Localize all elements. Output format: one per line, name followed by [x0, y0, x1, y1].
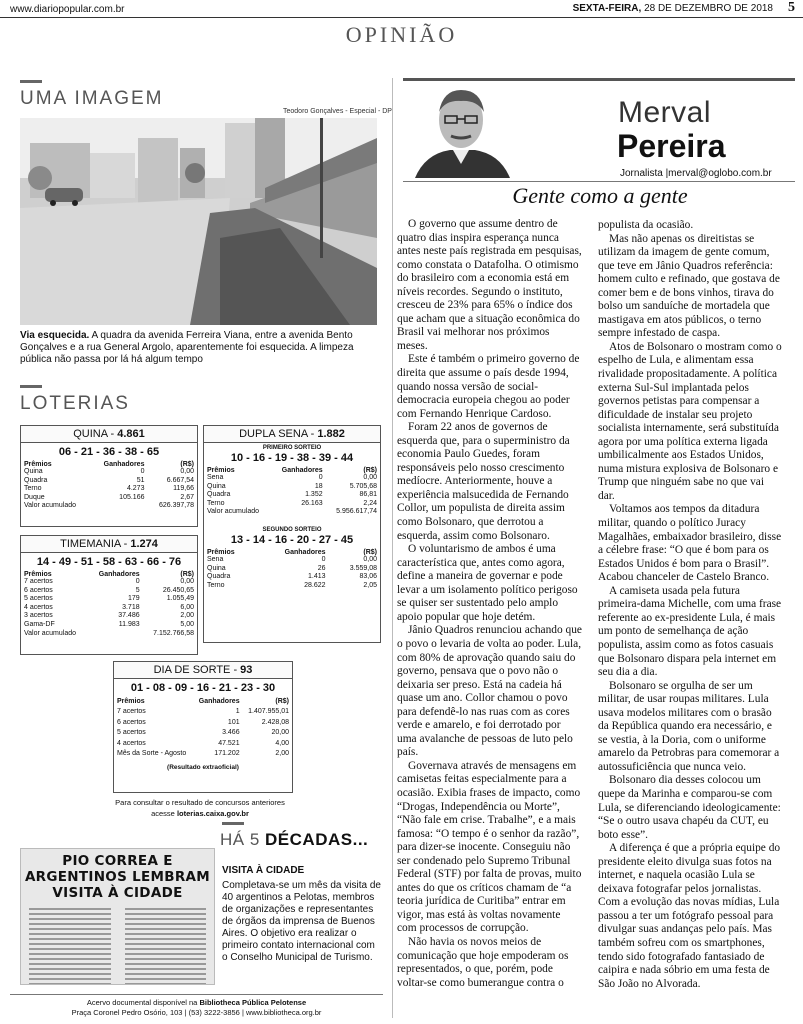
table-cell: 3.559,08 [349, 564, 377, 572]
table-cell: Terno [24, 485, 42, 493]
street-photo [20, 118, 377, 325]
table-cell: 7 acertos [24, 578, 53, 585]
table-row [204, 556, 380, 565]
table-cell: 51 [136, 476, 145, 484]
first-draw-label: PRIMEIRO SORTEIO [262, 445, 322, 451]
first-draw-numbers: 10 - 16 - 19 - 38 - 39 - 44 [230, 452, 354, 464]
clipping-columns [21, 901, 214, 985]
site-url[interactable]: www.diariopopular.com.br [10, 4, 125, 15]
col-header: Prêmios [24, 571, 52, 578]
table-cell: Quadra [207, 491, 231, 499]
clipping-headline: PIO CORREA E ARGENTINOS LEMBRAM VISITA À CIDADE [24, 853, 211, 901]
table-cell: Quina [207, 482, 226, 490]
consult-link[interactable]: loterias.caixa.gov.br [176, 809, 249, 818]
table-cell: 7.152.766,58 [153, 629, 194, 637]
kicker-bar [20, 385, 42, 388]
dupla-sena-header [204, 426, 380, 443]
dia-de-sorte-header [114, 662, 292, 679]
table-cell: 4 acertos [117, 739, 146, 747]
table-row [204, 508, 380, 517]
second-draw-table [204, 549, 380, 590]
table-row [114, 739, 292, 750]
article-paragraph: populista da ocasião. [598, 219, 694, 231]
image-kicker: UMA IMAGEM [20, 88, 164, 109]
kicker-bar [222, 822, 244, 825]
table-cell: 2,24 [363, 499, 377, 507]
table-row [21, 612, 197, 621]
archive-prefix: Acervo documental disponível na [86, 998, 200, 1007]
table-row [21, 502, 197, 511]
article-paragraph: Não havia os novos meios de comunicação que hoje empoderam os representados, o que, porém, pode voltar-se como bumerangue contra o [397, 935, 569, 989]
contest-number: 4.861 [117, 428, 145, 440]
col-header: Ganhadores [284, 548, 326, 556]
table-cell: 6,00 [180, 603, 194, 611]
table-cell: 5 [135, 586, 140, 594]
contest-number: 93 [240, 664, 253, 676]
kicker-light: HÁ 5 [220, 830, 266, 849]
table-cell: 2.428,08 [261, 718, 289, 726]
archive-line2: Praça Coronel Pedro Osório, 103 | (53) 3222-3856 | www.bibliotheca.org.br [71, 1008, 322, 1017]
table-cell: 6 acertos [117, 718, 146, 726]
table-cell: 6 acertos [24, 586, 53, 594]
article-paragraph: Este é também o primeiro governo de direita que assume o país desde 1994, quando nossa versão de social-democracia europeia chegou ao poder com Fernando Henrique Cardoso. [397, 353, 580, 420]
table-cell: 0,00 [180, 468, 194, 475]
newspaper-clipping [20, 848, 215, 985]
table-cell: 4,00 [275, 739, 289, 747]
table-cell: 5 acertos [24, 595, 53, 603]
table-cell [88, 630, 142, 639]
table-cell: 4 acertos [24, 603, 53, 611]
table-cell: Duque [24, 493, 45, 501]
table-cell: Sena [207, 555, 224, 563]
article-column-1 [397, 218, 582, 990]
table-cell: 26 [317, 564, 326, 572]
timemania-numbers: 14 - 49 - 51 - 58 - 63 - 66 - 76 [36, 556, 182, 568]
table-row [204, 474, 380, 483]
table-row [204, 565, 380, 574]
table-header-row [204, 467, 380, 474]
table-row [21, 621, 197, 630]
section-title: OPINIÃO [345, 22, 458, 47]
table-cell: 0,00 [363, 555, 377, 563]
table-cell: 1.352 [305, 491, 323, 499]
table-cell: 26.450,65 [162, 586, 194, 594]
consult-text: Para consultar o resultado de concursos anteriores [115, 798, 285, 807]
header-date [573, 3, 773, 14]
table-cell: 20,00 [271, 729, 289, 736]
decades-text: Completava-se um mês da visita de 40 argentinos a Pelotas, membros de organizações e representantes de órgãos da imprensa de Buenos Aires. O objetivo era realizar o primeiro contato internacional com o Conselho Municipal de Turismo. [222, 880, 381, 963]
table-cell: 5,00 [180, 620, 194, 628]
table-cell: 0,00 [363, 474, 377, 481]
table-cell: Terno [207, 581, 225, 589]
first-draw-table [204, 467, 380, 517]
article-paragraph: Foram 22 anos de governos de esquerda que, para o superministro da economia Paulo Guedes, foram responsáveis pelo nosso crescimento medíocre. Anteriormente, houve a experiência malsucedida de Fernando Collor, um populista de direita assim como Bolsonaro, que derrotou a esquerda, assim como Bolsonaro. [397, 421, 570, 542]
lotteries-kicker: LOTERIAS [20, 393, 130, 414]
quina-header [21, 426, 197, 443]
table-cell: 179 [127, 595, 140, 603]
columnist-first-name: Merval [618, 96, 712, 129]
col-header: Ganhadores [281, 467, 323, 474]
table-row [21, 477, 197, 486]
unofficial-note: (Resultado extraoficial) [167, 763, 239, 771]
decades-kicker [220, 830, 368, 850]
table-cell: 3.466 [222, 729, 240, 736]
table-cell: 5.705,68 [349, 482, 377, 490]
table-row [21, 604, 197, 613]
table-cell [91, 502, 148, 511]
table-cell: 0 [140, 468, 145, 475]
table-row [21, 630, 197, 639]
table-cell: Mês da Sorte - Agosto [117, 750, 187, 757]
col-header: (R$) [363, 548, 377, 556]
article-paragraph: Bolsonaro se orgulha de ser um militar, de usar roupas militares. Lula usava modelos militares com o brasão da República quando era necessário, e se vestia, à la Doria, com o uniforme amarelo da Petrobras para comemorar a autossuficiência que nunca veio. [598, 679, 780, 773]
dia-de-sorte-table [114, 697, 292, 760]
dia-de-sorte-numbers: 01 - 08 - 09 - 16 - 21 - 23 - 30 [130, 682, 276, 694]
table-cell: Valor acumulado [24, 629, 77, 637]
table-row [204, 573, 380, 582]
archive-footer [10, 994, 383, 1020]
col-header: Ganhadores [198, 698, 240, 705]
table-cell [271, 508, 325, 517]
columnist-contact[interactable]: Jornalista |merval@oglobo.com.br [620, 168, 772, 179]
consult-link-line [20, 808, 380, 819]
table-cell: 5.956.617,74 [336, 508, 377, 516]
table-cell: 105.166 [119, 493, 145, 501]
table-cell: 18 [314, 482, 323, 490]
table-cell: Quina [24, 468, 43, 475]
header-rule [0, 17, 803, 18]
table-row [21, 468, 197, 477]
article-title: Gente como a gente [512, 183, 688, 208]
lottery-name: QUINA - [73, 428, 118, 440]
second-draw-label: SEGUNDO SORTEIO [262, 526, 322, 533]
table-cell: Gama-DF [24, 620, 55, 628]
archive-line1 [10, 998, 383, 1008]
column-divider [392, 78, 393, 1018]
table-cell: 26.163 [301, 499, 323, 507]
table-header-row [21, 571, 197, 578]
table-cell: 2,05 [363, 581, 377, 589]
table-cell: 6.667,54 [166, 476, 194, 484]
col-header: Prêmios [117, 698, 145, 705]
timemania-header [21, 536, 197, 553]
table-cell: Quadra [24, 476, 48, 484]
article-paragraph: Atos de Bolsonaro o mostram como o espelho de Lula, e alimentam essa rivalidade propositadamente. A política externa Sul-Sul implantada pelos governos petistas para compensar a dificuldade de instalar seu projeto socialista internamente, será substituída agora por uma política externa ligada umbilicalmente aos Estados Unidos, numa mistura explosiva de Bolsonaro e Trump que ninguém sabe no que vai dar. [598, 340, 782, 502]
clipping-column [121, 905, 211, 985]
table-row [21, 587, 197, 596]
table-row [204, 491, 380, 500]
table-cell: 2,00 [180, 612, 194, 620]
columnist-last-name: Pereira [617, 128, 726, 164]
col-header: (R$) [363, 467, 377, 474]
table-header-row [204, 549, 380, 556]
article-paragraph: Mas não apenas os direitistas se utilizam da imagem de gente comum, que teve em Jânio Quadros referência: homem culto e refinado, que gostava de comer bem e de bons vinhos, tirava do bolso um sanduíche de mortadela que mastigava em atos públicos, o terno sempre infestado de caspa. [598, 232, 780, 340]
table-row [114, 707, 292, 718]
table-header-row [21, 461, 197, 468]
article-paragraph: Governava através de mensagens em camisetas feitas especialmente para a ocasião. Exibia frases de impacto, como “Drogas, Independência ou Morte”, “Não fale em crise. Trabalhe”, e a mais famosa: “O tempo é o senhor da razão”, para dizer-se inocente. Conseguiu não ser condenado pelo Supremo Tribunal Federal (STF) por falta de provas, muito antes do que os críticos chamam de “a teoria jurídica de Curitiba” entrar em vigor, mas está às voltas novamente com processos de corrupção. [397, 759, 582, 935]
table-cell: 0 [321, 555, 326, 563]
table-cell: 3 acertos [24, 612, 53, 620]
quina-table [21, 461, 197, 511]
columnist-top-rule [403, 78, 795, 81]
col-header: Prêmios [24, 461, 52, 468]
table-cell: 83,06 [359, 573, 377, 581]
table-cell: 86,81 [359, 491, 377, 499]
table-cell: Terno [207, 499, 225, 507]
col-header: Prêmios [207, 548, 235, 556]
article-paragraph: O voluntarismo de ambos é uma característica que, antes como agora, define a maneira de governar e pode levar a um isolamento político perigoso se quiser ser sustentado pelo amplo apoio popular que hoje detém. [397, 543, 578, 623]
lottery-name: DIA DE SORTE - [153, 664, 241, 676]
col-header: (R$) [180, 461, 194, 468]
caption-lead: Via esquecida. [20, 330, 90, 341]
table-cell: 2,00 [275, 750, 289, 757]
dia-de-sorte-box [113, 661, 293, 793]
table-row [204, 582, 380, 591]
table-cell: 1.055,49 [166, 595, 194, 603]
second-draw-numbers: 13 - 14 - 16 - 20 - 27 - 45 [230, 533, 354, 546]
contest-number: 1.274 [130, 538, 158, 550]
table-cell: 0 [318, 474, 323, 481]
date: 28 DE DEZEMBRO DE 2018 [644, 3, 773, 14]
decades-title: VISITA À CIDADE [222, 865, 305, 876]
table-cell: 1.407.955,01 [248, 708, 289, 715]
contest-number: 1.882 [317, 428, 345, 440]
lottery-name: DUPLA SENA - [239, 428, 318, 440]
weekday: SEXTA-FEIRA, [572, 3, 642, 14]
article-paragraph: Bolsonaro dia desses colocou um quepe da Marinha e comparou-se com Lula, se diferenciando ideologicamente: “Se o outro usava chapéu da CUT, eu boto esse”. [598, 774, 781, 841]
clipping-column [25, 905, 115, 985]
table-cell: Valor acumulado [207, 508, 260, 516]
photo-credit: Teodoro Gonçalves - Especial - DP [283, 108, 392, 115]
lottery-name: TIMEMANIA - [60, 538, 131, 550]
table-cell: Sena [207, 474, 224, 481]
table-cell: 119,66 [173, 485, 194, 493]
table-cell: 1.413 [308, 573, 326, 581]
table-cell: 101 [227, 718, 240, 726]
table-cell: 3.718 [122, 603, 140, 611]
portrait-illustration [405, 84, 517, 178]
street-photo-illustration [20, 118, 377, 325]
article-paragraph: A camiseta usada pela futura primeira-dama Michelle, com uma frase referente ao ex-presidente Lula, é mais um ponto de semelhança de ação populista, assim como as fotos casuais que Bolsonaro dispara pela internet em seu dia a dia. [598, 584, 782, 679]
table-cell: 5 acertos [117, 729, 146, 736]
col-header: Ganhadores [103, 461, 145, 468]
table-cell: Valor acumulado [24, 502, 77, 510]
consult-note [20, 797, 380, 819]
caption-text: A quadra da avenida Ferreira Viana, entre a avenida Bento Gonçalves e a rua General Argolo, aparentemente foi esquecida. A limpeza pública não passa por lá há algum tempo [20, 330, 354, 365]
article-column-2 [598, 219, 783, 991]
table-cell: 47.521 [218, 739, 240, 747]
photo-caption [20, 330, 380, 366]
timemania-box [20, 535, 198, 655]
table-row [21, 595, 197, 604]
article-paragraph: Voltamos aos tempos da ditadura militar, quando o político Juracy Magalhães, embaixador brasileiro, disse a célebre frase: “O que é bom para os Estados Unidos é bom para o Brasil”. Acabou chanceler de Castelo Branco. [598, 503, 782, 584]
columnist-portrait [405, 84, 517, 178]
table-row [204, 500, 380, 509]
article-paragraph: A diferença é que a própria equipe do presidente eleito divulga suas fotos na internet, e naquela ocasião Lula se deixava fotografar pelos jornalistas. Com a evolução das novas mídias, Lula passou a ter um fotógrafo pessoal para divulgar suas andanças pelo país. Mas também sofreu com os smartphones, tendo sido fotografado fantasiado de caipira e nada sóbrio em uma festa de São João no Alvorada. [598, 842, 781, 990]
table-cell: 4.273 [126, 485, 145, 493]
table-row [114, 728, 292, 739]
kicker-bold: DÉCADAS... [265, 830, 369, 849]
col-header: Ganhadores [98, 571, 140, 578]
article-paragraph: O governo que assume dentro de quatro dias inspira esperança nunca antes neste país registrada em pesquisas, como constata o Datafolha. O otimismo do brasileiro com a economia está em níveis recordes. Segundo o instituto, cresceu de 23% para 65% o índice dos que acham que a situação econômica do Brasil vai melhorar nos próximos meses. [397, 218, 582, 352]
table-cell: Quadra [207, 573, 231, 581]
col-header: (R$) [180, 571, 194, 578]
col-header: (R$) [275, 698, 289, 705]
dupla-sena-box [203, 425, 381, 643]
table-row [204, 483, 380, 492]
kicker-bar [20, 80, 42, 83]
table-cell: 7 acertos [117, 708, 146, 715]
table-header-row [114, 697, 292, 707]
table-cell: 626.397,78 [158, 502, 194, 510]
table-cell: 11.983 [118, 620, 140, 628]
timemania-table [21, 571, 197, 638]
col-header: Prêmios [207, 467, 235, 474]
table-row [114, 718, 292, 729]
table-cell: 37.486 [118, 612, 140, 620]
table-cell: 0 [135, 578, 140, 585]
table-row [114, 749, 292, 760]
table-cell: Quina [207, 564, 226, 572]
table-row [21, 494, 197, 503]
columnist-rule [403, 181, 795, 182]
table-cell: 171.202 [214, 750, 240, 757]
table-cell: 0,00 [180, 578, 194, 585]
table-row [21, 578, 197, 587]
library-name: Bibliotheca Pública Pelotense [199, 998, 307, 1007]
table-cell: 1 [235, 708, 240, 715]
article-paragraph: Jânio Quadros renunciou achando que o povo o levaria de volta ao poder. Lula, com 80% de aprovação quando saiu do governo, pensava que o povo não o deixaria ser preso. Está na cadeia há quase um ano. Collor chamou o povo para defendê-lo nas ruas com as cores verde e amarelo, e foi derrotado por uma avalanche de pessoas de luto pelo país. [397, 624, 582, 759]
quina-numbers: 06 - 21 - 36 - 38 - 65 [58, 446, 160, 458]
table-cell: 28.622 [304, 581, 326, 589]
page-number: 5 [788, 0, 795, 15]
consult-prefix: acesse [151, 809, 177, 818]
quina-box [20, 425, 198, 527]
table-cell: 2,67 [180, 493, 194, 501]
table-row [21, 485, 197, 494]
